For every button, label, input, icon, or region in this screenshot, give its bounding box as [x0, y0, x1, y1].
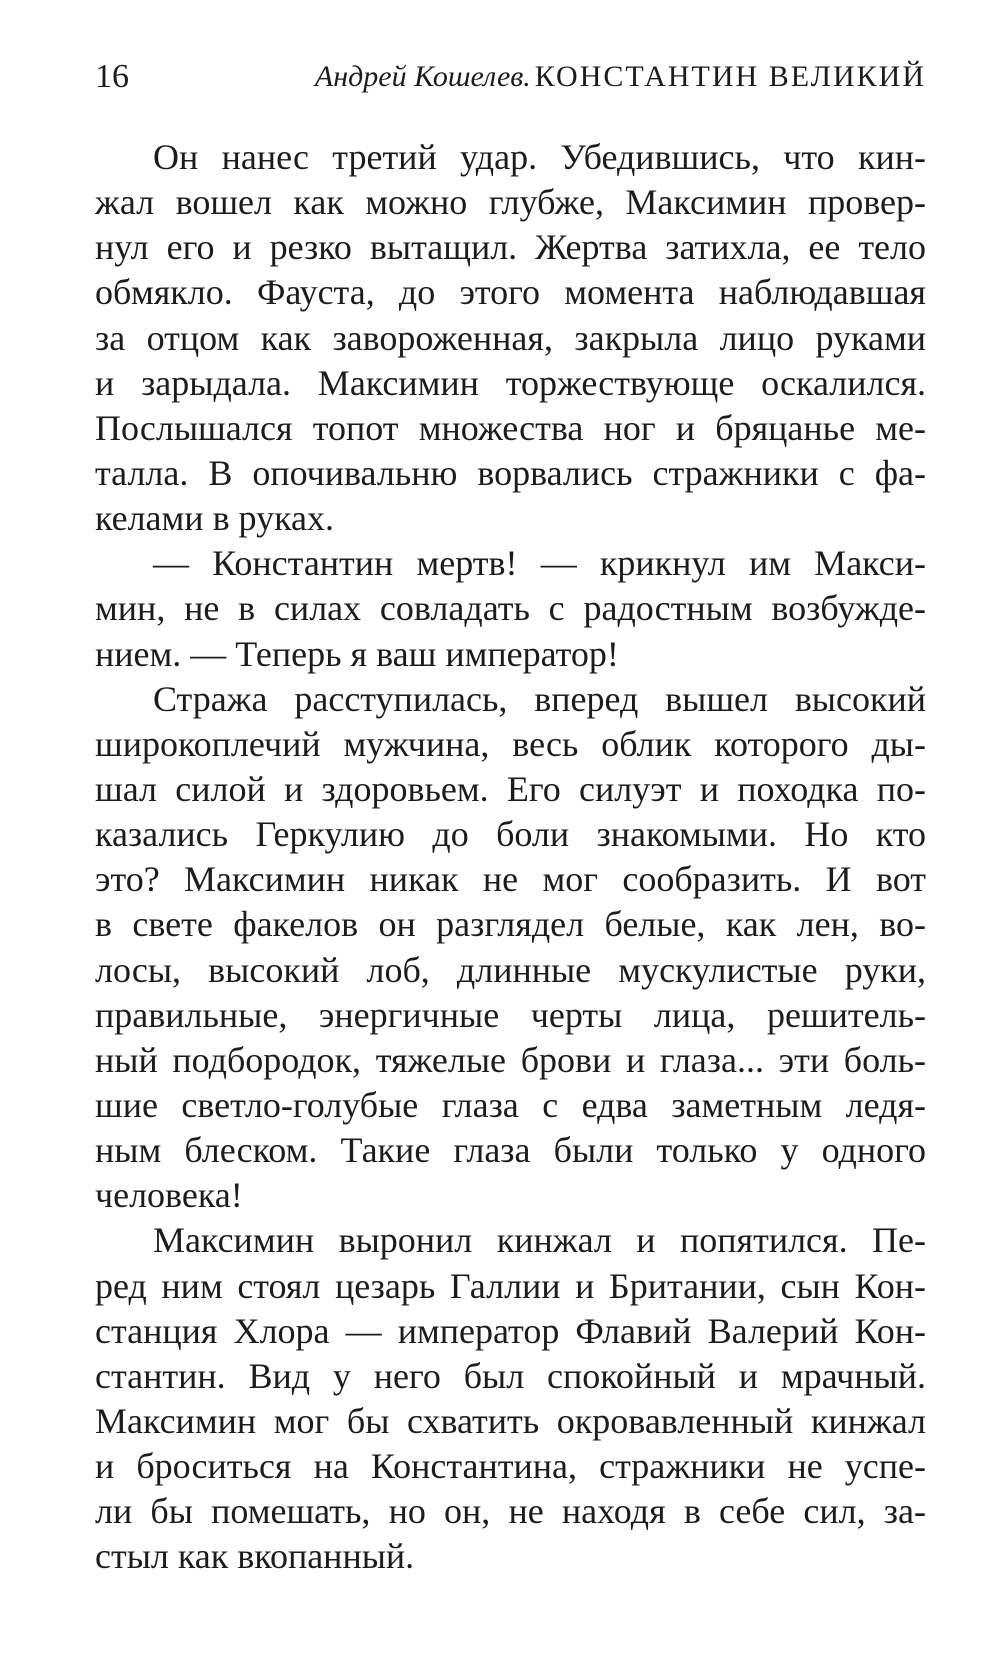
text-line: человека!: [95, 1175, 243, 1216]
text-line: шие светло-голубые глаза с едва заметным ледя-: [95, 1084, 926, 1125]
text-line: ред ним стоял цезарь Галлии и Британии, сын Кон-: [95, 1265, 926, 1306]
text-line: келами в руках.: [95, 498, 335, 539]
text-line: широкоплечий мужчина, весь облик которого ды-: [95, 723, 926, 764]
text-line: это? Максимин никак не мог сообразить. И вот: [95, 859, 926, 900]
text-line: стантин. Вид у него был спокойный и мрачный.: [95, 1355, 926, 1396]
book-title: КОНСТАНТИН ВЕЛИКИЙ: [534, 60, 926, 93]
text-line: стыл как вкопанный.: [95, 1536, 415, 1577]
running-head: [315, 52, 926, 102]
text-line: шал силой и здоровьем. Его силуэт и походка по-: [95, 768, 926, 809]
text-line: ный подбородок, тяжелые брови и глаза... эти боль-: [95, 1039, 926, 1080]
text-line: обмякло. Фауста, до этого момента наблюдавшая: [95, 272, 926, 313]
body-text: [95, 135, 926, 1580]
text-line: Послышался топот множества ног и бряцанье ме-: [95, 407, 926, 448]
text-line: Он нанес третий удар. Убедившись, что кин-: [153, 137, 926, 177]
page-header: [95, 52, 926, 102]
text-line: за отцом как завороженная, закрыла лицо руками: [95, 317, 926, 358]
text-line: Стража расступилась, вперед вышел высокий: [153, 678, 926, 719]
text-line: казались Геркулию до боли знакомыми. Но кто: [95, 814, 926, 855]
text-line: нием. — Теперь я ваш император!: [95, 633, 619, 674]
text-line: правильные, энергичные черты лица, решитель-: [95, 994, 926, 1035]
text-line: — Константин мертв! — крикнул им Макси-: [153, 543, 926, 584]
text-line: нул его и резко вытащил. Жертва затихла, ее тело: [95, 227, 926, 268]
text-line: талла. В опочивальню ворвались стражники с фа-: [95, 452, 926, 493]
text-line: Максимин выронил кинжал и попятился. Пе-: [153, 1220, 926, 1261]
text-line: станция Хлора — император Флавий Валерий Кон-: [95, 1310, 926, 1351]
text-line: и зарыдала. Максимин торжествующе оскалился.: [95, 362, 926, 403]
text-line: и броситься на Константина, стражники не успе-: [95, 1446, 926, 1487]
text-line: жал вошел как можно глубже, Максимин провер-: [95, 182, 926, 223]
text-line: мин, не в силах совладать с радостным возбужде-: [95, 588, 926, 629]
text-line: Максимин мог бы схватить окровавленный кинжал: [95, 1400, 926, 1441]
text-line: ным блеском. Такие глаза были только у одного: [95, 1130, 926, 1171]
text-line: ли бы помешать, но он, не находя в себе сил, за-: [95, 1491, 926, 1532]
page-number: 16: [95, 58, 129, 95]
text-line: в свете факелов он разглядел белые, как лен, во-: [95, 904, 926, 945]
text-line: лосы, высокий лоб, длинные мускулистые руки,: [95, 949, 926, 990]
author-name: Андрей Кошелев.: [314, 60, 531, 93]
